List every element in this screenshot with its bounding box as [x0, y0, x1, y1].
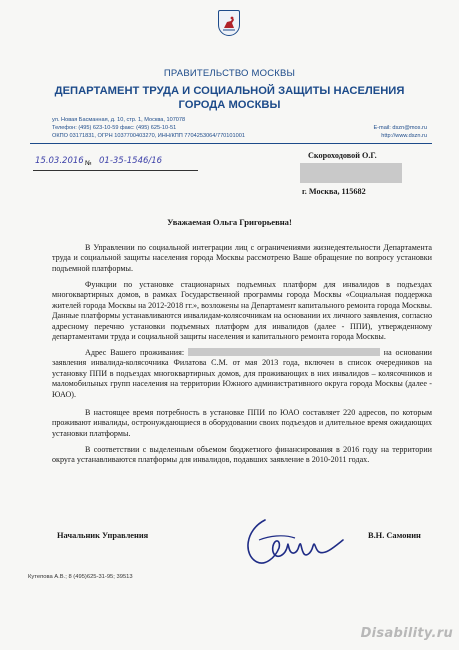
address-line: ул. Новая Басманная, д. 10, стр. 1, Москва, 107078: [52, 117, 186, 123]
ids-line: ОКПО 03171831, ОГРН 1037700403270, ИНН/КПП 7704253064/770101001: [52, 133, 245, 139]
registration-date: 15.03.2016: [35, 156, 84, 166]
paragraph-5: В соответствии с выделенным объемом бюджетного финансирования в 2016 году на территории округа устанавливаются платформы для инвалидов, подавших заявление в 2010-2011 годах.: [52, 445, 432, 465]
paragraph-1: В Управлении по социальной интеграции лиц с ограничениями жизнедеятельности Департамента труда и социальной защиты населения города Москвы рассмотрено Ваше обращение по вопросу установки подъемной платформы.: [52, 243, 432, 273]
header-divider: [30, 143, 432, 144]
recipient-city: г. Москва, 115682: [302, 187, 366, 196]
phone-line: Телефон: (495) 623-10-59 факс: (495) 625-10-51: [52, 125, 177, 131]
executor-line: Кутепова А.В.; 8 (495)625-31-95; 39513: [28, 574, 133, 580]
signatory-title: Начальник Управления: [57, 531, 149, 540]
registration-line: [33, 158, 198, 171]
recipient-name: Скороходовой О.Г.: [308, 151, 377, 160]
redacted-residence-address: [188, 348, 380, 356]
moscow-coat-of-arms-icon: [218, 10, 240, 36]
paragraph-3: Адрес Вашего проживания: на основании заявления инвалида-колясочника Филатова С.М. от мая 2013 года, включен в список очередников на установку ППИ в подъездах многоквартирных домов, для проживающих в них инвалидов – колясочников и маломобильных групп населения на территории Южного административного округа города Москвы (далее - ЮАО).: [52, 348, 433, 399]
registration-number-label: №: [85, 159, 92, 167]
redacted-address: [300, 163, 402, 183]
watermark: Disability.ru: [360, 626, 453, 641]
registration-number: 01-35-1546/16: [99, 156, 163, 166]
paragraph-2: Функции по установке стационарных подъемных платформ для инвалидов в подъездах многоквартирных домов, в рамках Государственной программы города Москвы «Социальная поддержка жителей города Москвы на 2012-2018 гг.», возложены на Департамент капитального ремонта города Москвы. Данные платформы устанавливаются инвалидам-колясочникам на основании их личного заявления, согласно адресному перечню установки подъемных платформ для инвалидов (далее - ППИ), утвержденному департаментами труда и социальной защиты населения и капитального ремонта города Москвы.: [52, 280, 432, 342]
website-line: http://www.dszn.ru: [381, 133, 427, 139]
email-line: E-mail: dszn@mos.ru: [373, 125, 427, 131]
signatory-name: В.Н. Самонин: [368, 531, 421, 540]
salutation: Уважаемая Ольга Григорьевна!: [167, 217, 292, 227]
department-title: ДЕПАРТАМЕНТ ТРУДА И СОЦИАЛЬНОЙ ЗАЩИТЫ НАСЕЛЕНИЯ ГОРОДА МОСКВЫ: [54, 85, 405, 111]
government-title: ПРАВИТЕЛЬСТВО МОСКВЫ: [163, 68, 296, 79]
paragraph-4: В настоящее время потребность в установке ППИ по ЮАО составляет 220 адресов, по которым проживают инвалиды, остронуждающиеся в оборудовании своих подъездов и длительное время ожидающих установки платформы.: [52, 408, 432, 438]
handwritten-signature: [235, 500, 355, 580]
